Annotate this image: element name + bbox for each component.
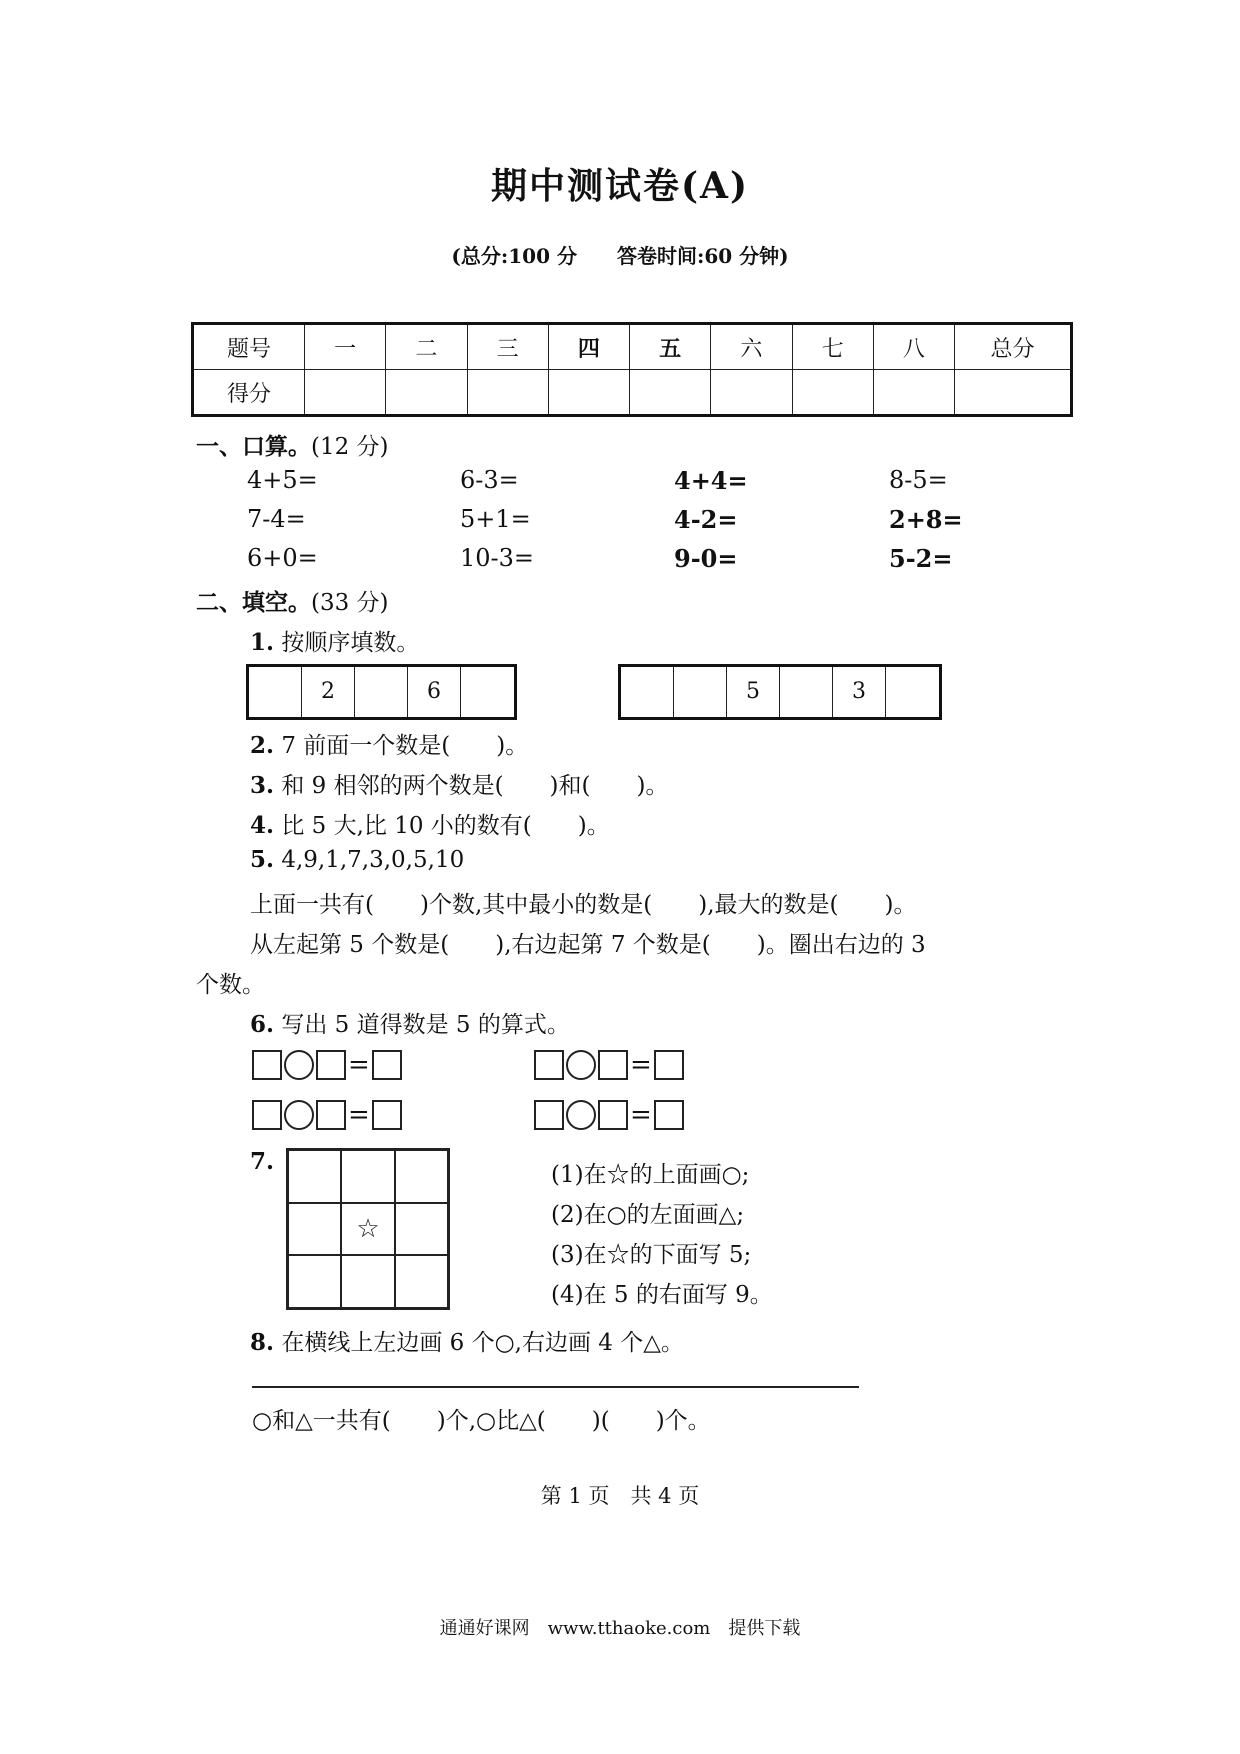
calc-item: 6-3= [460, 466, 519, 494]
number-sequence-a [246, 664, 517, 720]
question-7-item-1: (1)在☆的上面画○; [551, 1162, 750, 1188]
equation-template [534, 1048, 684, 1082]
operator-circle[interactable] [284, 1050, 314, 1080]
question-text: 和 9 相邻的两个数是( )和( )。 [281, 773, 669, 799]
grid-cell[interactable] [395, 1150, 448, 1203]
equals-sign: = [630, 1050, 652, 1080]
equation-template [534, 1098, 684, 1132]
question-7-item-3: (3)在☆的下面写 5; [551, 1242, 752, 1268]
question-7 [250, 1148, 274, 1175]
equals-sign: = [348, 1050, 370, 1080]
answer-box[interactable] [252, 1050, 282, 1080]
answer-box[interactable] [372, 1100, 402, 1130]
operator-circle[interactable] [566, 1050, 596, 1080]
question-text: 在横线上左边画 6 个○,右边画 4 个△。 [281, 1330, 684, 1356]
question-number: 2. [250, 732, 275, 759]
page-title: 期中测试卷(A) [491, 165, 749, 207]
sequence-cell[interactable] [461, 667, 514, 717]
sequence-cell: 3 [833, 667, 886, 717]
question-7-item-2: (2)在○的左面画△; [551, 1202, 745, 1228]
equation-template [252, 1098, 402, 1132]
calc-item: 2+8= [889, 505, 963, 534]
answer-box[interactable] [598, 1050, 628, 1080]
calc-item: 4+4= [674, 466, 748, 495]
score-cell[interactable] [467, 370, 548, 416]
sequence-cell: 2 [302, 667, 355, 717]
grid-cell[interactable] [341, 1150, 394, 1203]
question-8 [250, 1324, 684, 1357]
drawing-line[interactable] [252, 1386, 859, 1388]
question-text: 比 5 大,比 10 小的数有( )。 [281, 813, 610, 839]
answer-box[interactable] [316, 1100, 346, 1130]
question-number: 3. [250, 772, 275, 799]
star-icon: ☆ [356, 1213, 380, 1244]
score-table [191, 322, 1073, 417]
question-text: 写出 5 道得数是 5 的算式。 [281, 1012, 570, 1038]
answer-box[interactable] [654, 1050, 684, 1080]
operator-circle[interactable] [566, 1100, 596, 1130]
section1-points: (12 分) [311, 434, 389, 460]
answer-box[interactable] [252, 1100, 282, 1130]
sequence-cell[interactable] [249, 667, 302, 717]
calc-item: 8-5= [889, 466, 948, 494]
header-cell-3: 三 [467, 324, 548, 370]
calc-item: 6+0= [247, 544, 318, 572]
answer-box[interactable] [534, 1050, 564, 1080]
answer-box[interactable] [598, 1100, 628, 1130]
question-5-line3: 个数。 [196, 972, 265, 998]
question-number: 1. [250, 629, 275, 656]
calc-item: 5+1= [460, 505, 531, 533]
question-3 [250, 767, 668, 800]
question-number: 6. [250, 1011, 275, 1038]
section2-points: (33 分) [311, 590, 389, 616]
exam-info: (总分:100 分 答卷时间:60 分钟) [451, 244, 789, 268]
score-cell[interactable] [873, 370, 954, 416]
score-cell[interactable] [792, 370, 873, 416]
sequence-cell[interactable] [780, 667, 833, 717]
score-cell[interactable] [955, 370, 1072, 416]
equals-sign: = [630, 1100, 652, 1130]
grid-cell[interactable] [288, 1255, 341, 1308]
header-cell-6: 六 [711, 324, 792, 370]
grid-cell[interactable] [395, 1203, 448, 1256]
grid-cell[interactable] [341, 1255, 394, 1308]
sequence-cell: 5 [727, 667, 780, 717]
question-7-item-4: (4)在 5 的右面写 9。 [551, 1282, 773, 1308]
sequence-cell[interactable] [621, 667, 674, 717]
answer-box[interactable] [534, 1100, 564, 1130]
number-sequence-b [618, 664, 942, 720]
calc-item: 9-0= [674, 544, 738, 573]
header-cell-label: 题号 [193, 324, 305, 370]
header-cell-5: 五 [630, 324, 711, 370]
question-2 [250, 727, 528, 760]
score-table-score-row [193, 370, 1072, 416]
calc-item: 4-2= [674, 505, 738, 534]
header-cell-2: 二 [386, 324, 467, 370]
header-cell-7: 七 [792, 324, 873, 370]
question-5-line2: 从左起第 5 个数是( ),右边起第 7 个数是( )。圈出右边的 3 [250, 932, 926, 958]
grid-cell[interactable] [288, 1150, 341, 1203]
sequence-cell[interactable] [355, 667, 408, 717]
star-cell [341, 1203, 394, 1256]
sequence-cell[interactable] [886, 667, 939, 717]
score-cell[interactable] [630, 370, 711, 416]
section1-title: 一、口算。 [196, 433, 311, 460]
section1-heading [196, 428, 389, 461]
question-number: 7. [250, 1148, 275, 1175]
question-text: 按顺序填数。 [281, 630, 420, 656]
score-cell[interactable] [711, 370, 792, 416]
header-cell-total: 总分 [955, 324, 1072, 370]
question-8-answer: ○和△一共有( )个,○比△( )( )个。 [252, 1408, 711, 1434]
section2-heading [196, 584, 389, 617]
sequence-cell: 6 [408, 667, 461, 717]
question-number: 8. [250, 1329, 275, 1356]
header-cell-4: 四 [548, 324, 629, 370]
answer-box[interactable] [372, 1050, 402, 1080]
score-table-header-row [193, 324, 1072, 370]
calc-item: 7-4= [247, 505, 306, 533]
answer-box[interactable] [654, 1100, 684, 1130]
equals-sign: = [348, 1100, 370, 1130]
question-4 [250, 807, 610, 840]
sequence-cell[interactable] [674, 667, 727, 717]
question-6 [250, 1006, 570, 1039]
score-cell[interactable] [305, 370, 386, 416]
score-row-label: 得分 [193, 370, 305, 416]
question-number: 4. [250, 812, 275, 839]
grid-cell[interactable] [395, 1255, 448, 1308]
header-cell-8: 八 [873, 324, 954, 370]
calc-item: 4+5= [247, 466, 318, 494]
question-text: 4,9,1,7,3,0,5,10 [281, 847, 465, 873]
header-cell-1: 一 [305, 324, 386, 370]
calc-item: 10-3= [460, 544, 535, 572]
page-number: 第 1 页 共 4 页 [540, 1484, 700, 1508]
answer-box[interactable] [316, 1050, 346, 1080]
position-grid [286, 1148, 450, 1310]
question-5-line1: 上面一共有( )个数,其中最小的数是( ),最大的数是( )。 [250, 892, 917, 918]
operator-circle[interactable] [284, 1100, 314, 1130]
section2-title: 二、填空。 [196, 589, 311, 616]
question-5 [250, 846, 464, 873]
calc-item: 5-2= [889, 544, 953, 573]
score-cell[interactable] [386, 370, 467, 416]
source-credit: 通通好课网 www.tthaoke.com 提供下载 [439, 1618, 801, 1639]
grid-cell[interactable] [288, 1203, 341, 1256]
score-cell[interactable] [548, 370, 629, 416]
question-1 [250, 624, 419, 657]
equation-template [252, 1048, 402, 1082]
question-text: 7 前面一个数是( )。 [281, 733, 529, 759]
question-number: 5. [250, 846, 275, 873]
